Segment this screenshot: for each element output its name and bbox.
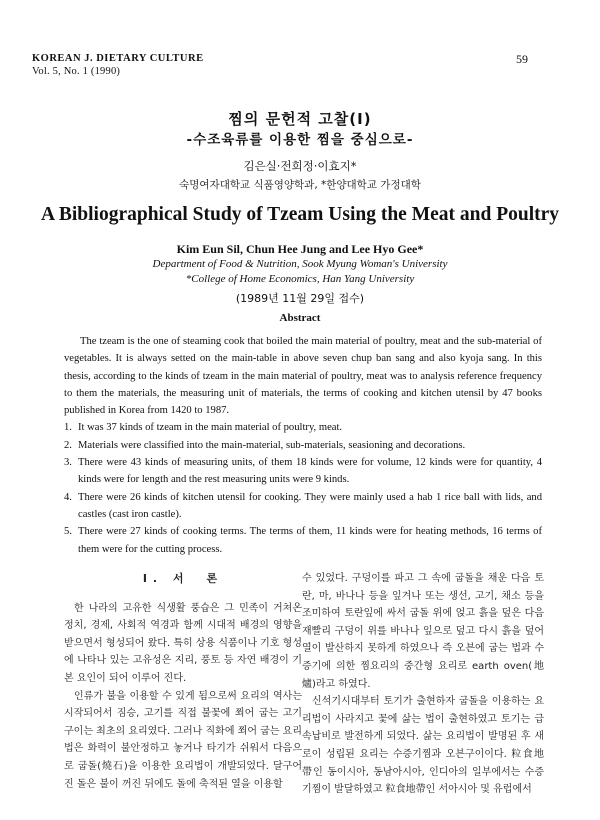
body-paragraph: 한 나라의 고유한 식생활 풍습은 그 민족이 거쳐온 정치, 경제, 사회적 역경과 함께 시대적 배경의 영향을 받으면서 형성되어 왔다. 특히 상용 식품이나 기호 형성에 나타나 있는 고유성은 지리, 풍토 등 자연 배경이 기본 요인이 되어 이루어 진다. (64, 602, 302, 684)
body-paragraph: 신석기시대부터 토기가 출현하자 굽돌을 이용하는 요리법이 사라지고 꽃에 삶는 법이 출현하였고 토기는 급속납비로 발전하게 되었다. 삶는 요리법이 발명된 후 새로이 성립된 요리는 수증기찜과 오븐구이이다. 粒食地帶인 동이시아, 동남아시아, 인디아의 일부에서는 수증기찜이 발달하였고 粒食地帶인 서아시아 및 유럽에서 (302, 696, 544, 796)
body-column-right (302, 570, 544, 799)
finding-text: It was 37 kinds of tzeam in the main material of poultry, meat. (78, 422, 343, 434)
abstract-body (64, 333, 542, 558)
finding-number: 4. (64, 491, 72, 503)
abstract-heading: Abstract (279, 312, 321, 324)
english-affiliation-1: Department of Food & Nutrition, Sook Myung Woman's University (152, 258, 448, 270)
body-paragraph: 수 있었다. 구덩이를 파고 그 속에 굽돌을 채운 다음 토란, 마, 바나나 등을 잎겨나 또는 생선, 고기, 채소 등을 조미하여 토란잎에 싸서 굽돌 위에 얹고 흙을 덮은 다음 재빨리 구덩이 위를 바나나 잎으로 덮고 다시 흙을 덮어 열이 발산하지 못하게 하였으나 즉 오븐에 굽는 법과 수증기에 의한 찜요리의 중간형 요리로 earth oven(地爐)라고 하였다. (302, 573, 544, 690)
page-number: 59 (516, 52, 528, 66)
finding-text: There were 27 kinds of cooking terms. The terms of them, 11 kinds were for heating methods, 16 terms of them were for the cutting process. (78, 526, 542, 555)
finding-number: 2. (64, 439, 72, 451)
journal-name: KOREAN J. DIETARY CULTURE (32, 53, 204, 64)
finding-text: Materials were classified into the main-material, sub-materials, seasioning and decorations. (78, 439, 466, 451)
received-date: (1989년 11월 29일 접수) (235, 292, 365, 305)
english-affiliation-2: *College of Home Economics, Han Yang University (185, 273, 415, 285)
abstract-finding (64, 454, 542, 489)
abstract-finding (64, 419, 542, 436)
body-paragraph: 인류가 불을 이용할 수 있게 됨으로써 요리의 역사는 시작되어서 짐승, 고기를 직접 불꽃에 쬐어 굽는 고기 구이는 최초의 요리였다. 그러나 직화에 쬐어 굽는 요리법은 화력이 불안정하고 놓거나 타기가 쉬워서 다음으로 굽돌(燒石)을 이용한 요리법이 개발되었다. 달구어진 돌은 불이 꺼진 뒤에도 돌에 축적된 열을 이용할 (64, 690, 302, 790)
abstract-finding (64, 523, 542, 558)
korean-title: 찜의 문헌적 고찰(Ⅰ) (228, 110, 372, 128)
finding-number: 5. (64, 526, 72, 538)
english-authors: Kim Eun Sil, Chun Hee Jung and Lee Hyo Gee* (176, 242, 424, 256)
finding-number: 1. (64, 422, 72, 434)
korean-subtitle: -수조육류를 이용한 찜을 중심으로- (186, 132, 414, 148)
journal-header (32, 52, 204, 78)
korean-affiliation: 숙명여자대학교 식품영양학과, *한양대학교 가정대학 (179, 179, 421, 191)
body-column-left (64, 570, 302, 793)
section-heading-introduction: Ⅰ. 서 론 (142, 572, 224, 585)
journal-volume: Vol. 5, No. 1 (1990) (32, 66, 121, 77)
abstract-intro: The tzeam is the one of steaming cook that boiled the main material of poultry, meat and the sub-material of vegetables. It is always setted on the main-table in above seven chup ban sang and also kyoja sang. In this thesis, according to the kinds of tzeam in the main material of poultry, meat was to analysis reference frequency to them the materials, the measuring unit of materials, the terms of cooking and kitchen utensil by 47 books published in Korea from 1420 to 1987. (64, 336, 542, 417)
abstract-finding (64, 489, 542, 524)
finding-text: There were 26 kinds of kitchen utensil for cooking. They were mainly used a hab 1 rice ball with lids, and castles (cast iron castle). (78, 491, 542, 520)
abstract-findings-list (64, 419, 542, 557)
finding-text: There were 43 kinds of measuring units, of them 18 kinds were for volume, 12 kinds were for quantity, 4 kinds were for length and the rest measuring units were 9 kinds. (78, 457, 542, 486)
finding-number: 3. (64, 457, 72, 469)
english-title: A Bibliographical Study of Tzeam Using the Meat and Poultry (40, 204, 560, 225)
korean-authors: 김은실·전희정·이효지* (243, 159, 357, 173)
abstract-finding (64, 437, 542, 454)
